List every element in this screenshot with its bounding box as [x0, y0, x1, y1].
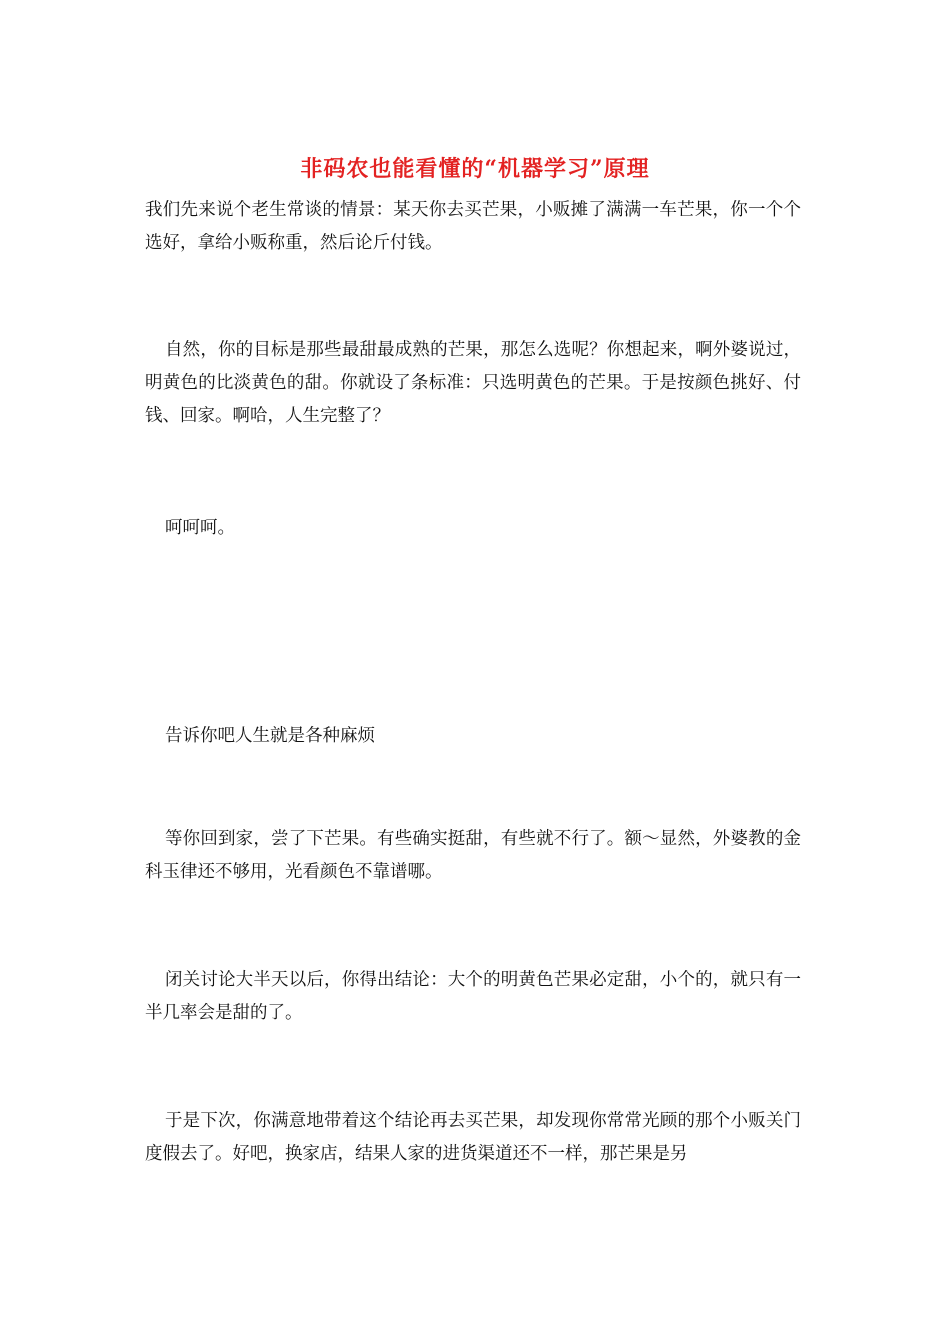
paragraph-6: 闭关讨论大半天以后，你得出结论：大个的明黄色芒果必定甜，小个的，就只有一半几率会是甜的了。: [145, 970, 801, 1023]
document-title: 非码农也能看懂的“机器学习”原理: [300, 156, 650, 182]
paragraph-2: 自然，你的目标是那些最甜最成熟的芒果，那怎么选呢？你想起来，啊外婆说过，明黄色的比淡黄色的甜。你就设了条标准：只选明黄色的芒果。于是按颜色挑好、付钱、回家。啊哈，人生完整了？: [145, 340, 801, 426]
paragraph-5: 等你回到家，尝了下芒果。有些确实挺甜，有些就不行了。额～显然，外婆教的金科玉律还不够用，光看颜色不靠谱哪。: [145, 829, 801, 882]
paragraph-4: 告诉你吧人生就是各种麻烦: [165, 726, 375, 746]
paragraph-7: 于是下次，你满意地带着这个结论再去买芒果，却发现你常常光顾的那个小贩关门度假去了。好吧，换家店，结果人家的进货渠道还不一样，那芒果是另: [145, 1111, 801, 1164]
paragraph-3: 呵呵呵。: [165, 518, 235, 538]
paragraph-1: 我们先来说个老生常谈的情景：某天你去买芒果，小贩摊了满满一车芒果，你一个个选好，拿给小贩称重，然后论斤付钱。: [145, 200, 801, 253]
